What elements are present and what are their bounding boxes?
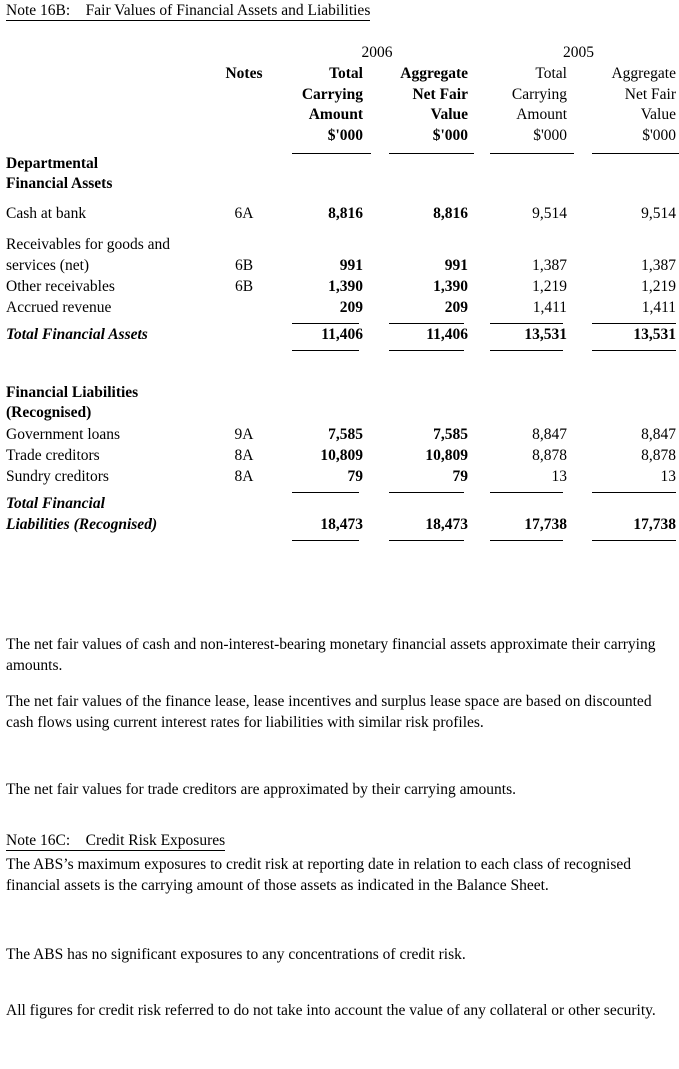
paragraph-net-fair-values-lease: The net fair values of the finance lease, lease incentives and surplus lease space are based on discounted cash flows using current interest rates for liabilities with similar risk profiles. — [6, 693, 652, 732]
row-note-sundry-creditors: 8A — [234, 467, 254, 485]
row-value-trade-creditors-2005-carrying: 8,878 — [532, 446, 567, 464]
column-header-col1-unit: $'000 — [327, 126, 363, 144]
year-header-2005: 2005 — [563, 44, 594, 61]
row-label-sundry-creditors: Sundry creditors — [6, 467, 109, 485]
column-header-col2-line3: Value — [430, 106, 468, 124]
column-header-col4-line3: Value — [640, 106, 676, 124]
header-rule-row — [0, 147, 679, 154]
column-header-col1-line3: Amount — [308, 106, 363, 124]
row-value-accrued-revenue-2005-carrying: 1,411 — [532, 298, 567, 316]
note-16b-heading: Note 16B: Fair Values of Financial Assets and Liabilities — [6, 1, 370, 21]
row-label-receivables-line1: Receivables for goods and — [6, 235, 170, 253]
fair-values-table — [0, 42, 679, 541]
spacer-cell — [218, 42, 276, 64]
row-value-other-receivables-2005-fairvalue: 1,219 — [641, 277, 676, 295]
spacer-row — [0, 351, 679, 383]
row-value-trade-creditors-2006-carrying: 10,809 — [320, 446, 363, 464]
spacer-cell — [0, 535, 218, 541]
column-header-col3-unit: $'000 — [533, 126, 567, 144]
paragraph-collateral: All figures for credit risk referred to do not take into account the value of any collateral or other security. — [6, 1002, 656, 1019]
assets-total-row — [0, 324, 679, 345]
row-value-receivables-2005-fairvalue: 1,387 — [641, 256, 676, 274]
note-16c-heading: Note 16C: Credit Risk Exposures — [6, 831, 225, 851]
table-row — [0, 203, 679, 224]
table-year-header-row — [0, 42, 679, 64]
assets-total-2006-carrying: 11,406 — [321, 325, 363, 343]
table-row — [0, 255, 679, 276]
column-header-col2-line1: Aggregate — [400, 65, 468, 83]
table-column-header-row-3 — [0, 105, 679, 126]
column-header-notes: Notes — [225, 65, 263, 83]
spacer-cell — [0, 85, 218, 106]
row-value-sundry-creditors-2005-carrying: 13 — [551, 467, 567, 485]
row-value-government-loans-2006-carrying: 7,585 — [328, 425, 363, 443]
row-label-trade-creditors: Trade creditors — [6, 446, 100, 464]
paragraph-max-exposures: The ABS’s maximum exposures to credit risk at reporting date in relation to each class of recognised financial assets is the carrying amount of those assets as indicated in the Balance Sheet. — [6, 856, 632, 895]
liabilities-total-bottom-rule-col1 — [276, 535, 375, 541]
spacer-cell — [218, 535, 276, 541]
liabilities-total-bottom-rule-col3 — [478, 535, 578, 541]
liabilities-total-bottom-rule-row — [0, 535, 679, 541]
row-note-trade-creditors: 8A — [234, 446, 254, 464]
assets-section-heading-line1: Departmental — [6, 154, 99, 172]
row-note-accrued-revenue — [218, 297, 276, 318]
column-header-col1-line1: Total — [329, 65, 363, 83]
liabilities-section-heading-line1: Financial Liabilities — [6, 383, 139, 401]
row-label-receivables-line2: services (net) — [6, 256, 90, 274]
row-value-sundry-creditors-2006-fairvalue: 79 — [452, 467, 468, 485]
assets-total-2005-fairvalue: 13,531 — [633, 325, 676, 343]
column-header-col3-line3: Amount — [516, 106, 567, 124]
spacer-cell — [218, 126, 276, 147]
liabilities-section-heading-row-2 — [0, 403, 679, 423]
spacer-cell — [218, 105, 276, 126]
table-row — [0, 445, 679, 466]
note-16b-heading-wrap — [6, 1, 370, 21]
column-header-col2-line2: Net Fair — [412, 85, 468, 103]
table-row — [0, 424, 679, 445]
row-value-government-loans-2005-fairvalue: 8,847 — [641, 425, 676, 443]
spacer-cell — [0, 126, 218, 147]
liabilities-section-heading-line2: (Recognised) — [6, 404, 92, 422]
spacer-cell — [218, 85, 276, 106]
row-label-accrued-revenue: Accrued revenue — [6, 298, 112, 316]
column-header-col3-line1: Total — [535, 65, 567, 83]
row-value-government-loans-2006-fairvalue: 7,585 — [433, 425, 468, 443]
spacer-cell — [0, 42, 218, 64]
paragraph-net-fair-values-cash: The net fair values of cash and non-interest-bearing monetary financial assets approximate their carrying amounts. — [6, 636, 656, 675]
table-column-header-row-1 — [0, 64, 679, 85]
liabilities-total-2005-fairvalue: 17,738 — [633, 516, 676, 534]
liabilities-total-bottom-rule-col4 — [578, 535, 679, 541]
column-header-col3-line2: Carrying — [511, 85, 567, 103]
spacer-cell — [218, 154, 679, 174]
row-value-trade-creditors-2006-fairvalue: 10,809 — [425, 446, 468, 464]
column-header-col4-unit: $'000 — [642, 126, 676, 144]
liabilities-total-row — [0, 514, 679, 535]
row-label-government-loans: Government loans — [6, 425, 121, 443]
liabilities-total-bottom-rule-col2 — [375, 535, 478, 541]
spacer-cell — [0, 147, 218, 154]
row-label-cash-at-bank: Cash at bank — [6, 205, 87, 223]
row-value-receivables-2005-carrying: 1,387 — [532, 256, 567, 274]
row-note-cash-at-bank: 6A — [234, 205, 254, 223]
row-value-other-receivables-2005-carrying: 1,219 — [532, 277, 567, 295]
column-header-col2-unit: $'000 — [432, 126, 468, 144]
spacer-cell — [0, 105, 218, 126]
row-value-cash-at-bank-2005-carrying: 9,514 — [532, 205, 567, 223]
liabilities-section-heading-row-1 — [0, 383, 679, 403]
table-row — [0, 466, 679, 487]
liabilities-total-2006-fairvalue: 18,473 — [425, 516, 468, 534]
header-rule-col2 — [375, 147, 478, 154]
row-value-receivables-2006-carrying: 991 — [339, 256, 363, 274]
liabilities-total-label-line1: Total Financial — [6, 495, 105, 513]
spacer-cell — [218, 174, 679, 194]
header-rule-col1 — [276, 147, 375, 154]
year-header-2006: 2006 — [361, 44, 393, 61]
column-header-col1-line2: Carrying — [301, 85, 363, 103]
assets-section-heading-row-2 — [0, 174, 679, 194]
paragraph-no-significant-exposures: The ABS has no significant exposures to any concentrations of credit risk. — [6, 946, 466, 963]
row-value-cash-at-bank-2006-fairvalue: 8,816 — [433, 205, 468, 223]
table-row — [0, 276, 679, 297]
table-column-header-row-2 — [0, 85, 679, 106]
assets-total-note — [218, 324, 276, 345]
row-value-sundry-creditors-2006-carrying: 79 — [347, 467, 363, 485]
table-row-receivables-line1 — [0, 234, 679, 255]
row-value-accrued-revenue-2005-fairvalue: 1,411 — [641, 298, 676, 316]
assets-total-2006-fairvalue: 11,406 — [426, 325, 468, 343]
row-value-receivables-2006-fairvalue: 991 — [444, 256, 468, 274]
row-note-government-loans: 9A — [234, 425, 254, 443]
spacer-cell — [218, 493, 679, 514]
row-value-sundry-creditors-2005-fairvalue: 13 — [660, 467, 676, 485]
row-label-other-receivables: Other receivables — [6, 277, 115, 295]
spacer-cell — [218, 383, 679, 403]
note-16c-heading-wrap — [6, 831, 225, 851]
table-column-header-units-row — [0, 126, 679, 147]
liabilities-total-label-line2: Liabilities (Recognised) — [6, 516, 158, 534]
assets-total-label: Total Financial Assets — [6, 325, 148, 343]
spacer-row — [0, 194, 679, 203]
spacer-cell — [218, 147, 276, 154]
assets-total-2005-carrying: 13,531 — [524, 325, 567, 343]
row-value-other-receivables-2006-carrying: 1,390 — [328, 277, 363, 295]
liabilities-total-2005-carrying: 17,738 — [524, 516, 567, 534]
row-note-receivables: 6B — [234, 256, 254, 274]
row-value-cash-at-bank-2005-fairvalue: 9,514 — [641, 205, 676, 223]
row-value-cash-at-bank-2006-carrying: 8,816 — [328, 205, 363, 223]
row-value-other-receivables-2006-fairvalue: 1,390 — [433, 277, 468, 295]
spacer-row — [0, 225, 679, 234]
column-header-col4-line1: Aggregate — [611, 65, 676, 83]
row-value-accrued-revenue-2006-fairvalue: 209 — [444, 298, 468, 316]
row-note-other-receivables: 6B — [234, 277, 254, 295]
header-rule-col3 — [478, 147, 578, 154]
assets-section-heading-line2: Financial Assets — [6, 174, 113, 192]
liabilities-total-row-line1 — [0, 493, 679, 514]
liabilities-total-2006-carrying: 18,473 — [320, 516, 363, 534]
spacer-cell — [218, 234, 679, 255]
row-value-government-loans-2005-carrying: 8,847 — [532, 425, 567, 443]
table-row — [0, 297, 679, 318]
assets-section-heading-row-1 — [0, 154, 679, 174]
spacer-cell — [218, 403, 679, 423]
column-header-col4-line2: Net Fair — [624, 85, 676, 103]
row-value-accrued-revenue-2006-carrying: 209 — [339, 298, 363, 316]
spacer-cell — [0, 64, 218, 85]
header-rule-col4 — [578, 147, 679, 154]
row-value-trade-creditors-2005-fairvalue: 8,878 — [641, 446, 676, 464]
paragraph-net-fair-values-trade-creditors: The net fair values for trade creditors are approximated by their carrying amounts. — [6, 781, 517, 798]
liabilities-total-note — [218, 514, 276, 535]
